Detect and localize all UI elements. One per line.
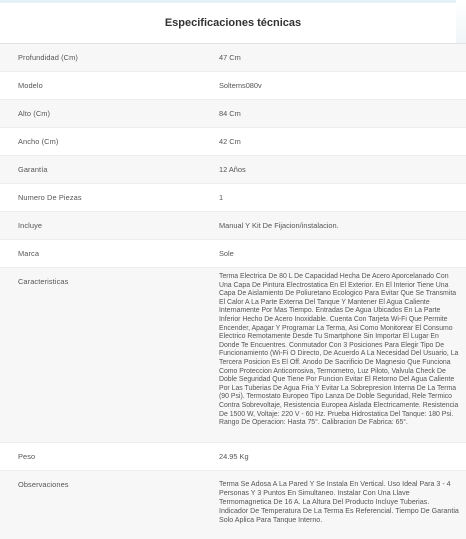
spec-label: Alto (Cm) — [18, 109, 51, 118]
spec-value: 84 Cm — [219, 109, 241, 118]
specs-title: Especificaciones técnicas — [164, 17, 302, 29]
spec-value: 12 Años — [219, 165, 246, 174]
spec-label: Garantía — [18, 165, 48, 174]
specs-header — [0, 3, 466, 44]
spec-value: Terma Se Adosa A La Pared Y Se Instala En Vertical. Uso Ideal Para 3 - 4 Personas Y 3 Puntos En Simultaneo. Instalar Con Una Llave Termomagnetica De 16 A. La Altura Del Producto Incluye Tuberias. Indicador De Temperatura De La Terma Es Referencial. Tiempo De Garantia Solo Aplica Para Tanque Interno. — [219, 480, 459, 524]
spec-row-numero-piezas — [0, 184, 466, 212]
spec-label: Modelo — [18, 81, 43, 90]
spec-row-modelo — [0, 72, 466, 100]
spec-label: Marca — [18, 249, 40, 258]
spec-value: Terma Electrica De 80 L De Capacidad Hecha De Acero Aporcelanado Con Una Capa De Pintura Electrostatica En El Exterior. En El Interior Tiene Una Capa De Aislamiento De Poliuretano Ecologico Para Evitar Que Se Transmita El Calor A La Parte Externa Del Tanque Y Mantener El Agua Caliente Internamente Por Mas Tiempo. Entradas De Agua Ubicados En La Parte Inferior Hecho De Acero Inoxidable. Cuenta Con Tarjeta Wi-Fi Que Permite Encender, Apagar Y Programar La Terma, Asi Como Monitorear El Consumo Electrico Remotamente Desde Tu Smartphone Sin Importar El Lugar En Donde Te Encuentres. Conmutador Con 3 Posiciones Para Elegir Tipo De Funcionamiento (Wi-Fi O Directo, De Acuerdo A La Necesidad Del Usuario, La Tercera Posicion Es El Off. Anodo De Sacrificio De Magnesio Que Funciona Como Proteccion Anticorrosiva, Termometro, Luz Piloto, Valvula Check De Doble Seguridad Que Tiene Por Funcion Evitar El Retorno Del Agua Caliente Por Las Tuberias De Agua Fria Y Evitar La Sobrepresion Interna De La Terma (90 Psi). Termostato Europeo Tipo Lanza De Doble Seguridad, Rele Termico Contra Sobrevoltaje, Resistencia Europea Aislada Electricamente. Resistencia De 1500 W, Voltaje: 220 V - 60 Hz. Prueba Hidrostatica Del Tanque: 180 Psi. Rango De Operacion: Hasta 75°. Calibracion De Fabrica: 65°. — [219, 273, 459, 427]
spec-label: Peso — [18, 452, 36, 461]
spec-value: 47 Cm — [219, 53, 241, 62]
spec-value: 1 — [219, 193, 224, 202]
spec-row-peso — [0, 443, 466, 471]
spec-row-garantia — [0, 156, 466, 184]
spec-label: Numero De Piezas — [18, 193, 82, 202]
spec-label: Observaciones — [18, 480, 69, 489]
spec-value: 42 Cm — [219, 137, 241, 146]
spec-row-observaciones — [0, 471, 466, 539]
spec-value: 24.95 Kg — [219, 452, 249, 461]
spec-row-caracteristicas — [0, 268, 466, 443]
spec-row-marca — [0, 240, 466, 268]
spec-label: Profundidad (Cm) — [18, 53, 78, 62]
spec-label: Ancho (Cm) — [18, 137, 59, 146]
spec-value: Manual Y Kit De Fijacion/instalacion. — [219, 221, 339, 230]
spec-row-ancho — [0, 128, 466, 156]
spec-label: Incluye — [18, 221, 43, 230]
spec-row-incluye — [0, 212, 466, 240]
spec-value: Soltems080v — [219, 81, 262, 90]
specs-table — [0, 44, 466, 539]
header-accent — [456, 0, 466, 43]
spec-row-profundidad — [0, 44, 466, 72]
spec-row-alto — [0, 100, 466, 128]
spec-value: Sole — [219, 249, 234, 258]
spec-label: Caracteristicas — [18, 277, 69, 286]
